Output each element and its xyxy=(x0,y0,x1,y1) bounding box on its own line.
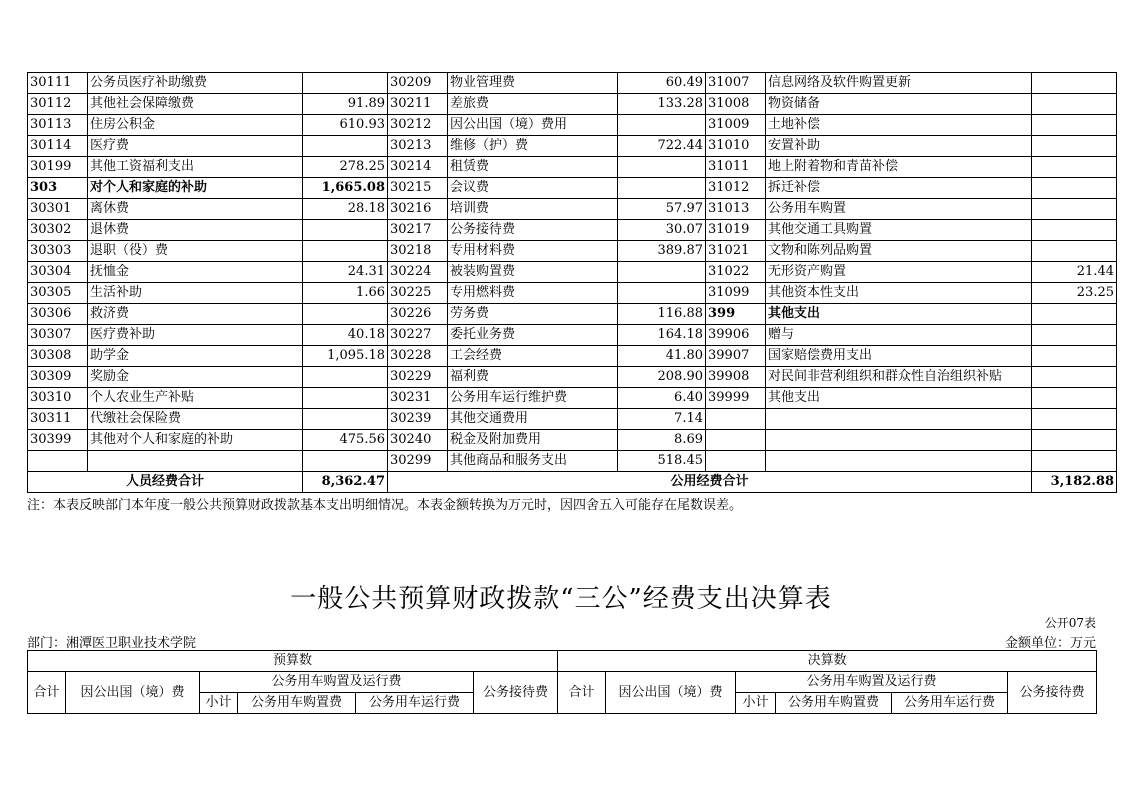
group2-code-cell: 30229 xyxy=(388,367,448,388)
personnel-total-value: 8,362.47 xyxy=(303,472,388,493)
group1-name-cell: 医疗费 xyxy=(88,136,303,157)
group1-name-cell: 退休费 xyxy=(88,220,303,241)
group3-name-cell: 地上附着物和青苗补偿 xyxy=(766,157,1032,178)
group3-amount-cell: 21.44 xyxy=(1032,262,1117,283)
final-subtotal-header: 小计 xyxy=(736,693,776,714)
table-footnote: 注：本表反映部门本年度一般公共预算财政拨款基本支出明细情况。本表金额转换为万元时，因四舍五入可能存在尾数误差。 xyxy=(27,498,743,513)
group2-name-cell: 培训费 xyxy=(448,199,618,220)
group3-name-cell: 土地补偿 xyxy=(766,115,1032,136)
group2-name-cell: 工会经费 xyxy=(448,346,618,367)
group2-code-cell: 30217 xyxy=(388,220,448,241)
table-row xyxy=(28,346,1117,367)
group2-amount-cell: 41.80 xyxy=(618,346,706,367)
group2-amount-cell xyxy=(618,178,706,199)
table-row xyxy=(28,367,1117,388)
group2-code-cell: 30214 xyxy=(388,157,448,178)
group3-code-cell: 39907 xyxy=(706,346,766,367)
group1-amount-cell xyxy=(303,136,388,157)
group1-name-cell: 奖励金 xyxy=(88,367,303,388)
group3-name-cell: 拆迁补偿 xyxy=(766,178,1032,199)
group3-code-cell: 39999 xyxy=(706,388,766,409)
group2-amount-cell xyxy=(618,283,706,304)
group2-code-cell: 30227 xyxy=(388,325,448,346)
budget-total-header: 合计 xyxy=(28,672,66,714)
group2-code-cell: 30231 xyxy=(388,388,448,409)
group1-amount-cell: 91.89 xyxy=(303,94,388,115)
group2-amount-cell: 8.69 xyxy=(618,430,706,451)
group3-name-cell: 赠与 xyxy=(766,325,1032,346)
group1-code-cell: 30311 xyxy=(28,409,88,430)
final-vehicle-operation-header: 公务用车运行费 xyxy=(892,693,1008,714)
group1-name-cell: 公务员医疗补助缴费 xyxy=(88,73,303,94)
group3-code-cell: 31008 xyxy=(706,94,766,115)
detail-table-body xyxy=(28,73,1117,472)
group3-amount-cell: 23.25 xyxy=(1032,283,1117,304)
table-row xyxy=(28,325,1117,346)
group1-amount-cell: 1,665.08 xyxy=(303,178,388,199)
public-total-value: 3,182.88 xyxy=(1032,472,1117,493)
final-vehicle-header: 公务用车购置及运行费 xyxy=(736,672,1008,693)
group2-code-cell: 30216 xyxy=(388,199,448,220)
group1-amount-cell xyxy=(303,220,388,241)
group2-code-cell: 30224 xyxy=(388,262,448,283)
group3-code-cell: 31021 xyxy=(706,241,766,262)
group2-code-cell: 30225 xyxy=(388,283,448,304)
budget-reception-header: 公务接待费 xyxy=(474,672,558,714)
group3-name-cell: 无形资产购置 xyxy=(766,262,1032,283)
group3-code-cell: 399 xyxy=(706,304,766,325)
group1-name-cell: 代缴社会保险费 xyxy=(88,409,303,430)
group2-amount-cell: 389.87 xyxy=(618,241,706,262)
group3-amount-cell xyxy=(1032,73,1117,94)
group3-name-cell: 对民间非营利组织和群众性自治组织补贴 xyxy=(766,367,1032,388)
group3-name-cell: 国家赔偿费用支出 xyxy=(766,346,1032,367)
group3-amount-cell xyxy=(1032,94,1117,115)
group1-code-cell: 30114 xyxy=(28,136,88,157)
table-row xyxy=(28,304,1117,325)
group3-code-cell: 31022 xyxy=(706,262,766,283)
group2-amount-cell: 722.44 xyxy=(618,136,706,157)
sangong-header-row-1 xyxy=(28,651,1097,672)
group3-amount-cell xyxy=(1032,178,1117,199)
table-row xyxy=(28,451,1117,472)
group3-code-cell xyxy=(706,451,766,472)
table-row xyxy=(28,220,1117,241)
sangong-header-row-2 xyxy=(28,672,1097,693)
group3-name-cell: 其他资本性支出 xyxy=(766,283,1032,304)
group2-amount-cell: 57.97 xyxy=(618,199,706,220)
group3-code-cell: 31013 xyxy=(706,199,766,220)
basic-expenditure-detail-table xyxy=(27,72,1117,493)
group3-amount-cell xyxy=(1032,409,1117,430)
group3-name-cell: 公务用车购置 xyxy=(766,199,1032,220)
group3-code-cell: 31011 xyxy=(706,157,766,178)
group3-amount-cell xyxy=(1032,325,1117,346)
group3-name-cell xyxy=(766,409,1032,430)
group3-code-cell: 31012 xyxy=(706,178,766,199)
group3-code-cell: 31099 xyxy=(706,283,766,304)
group3-amount-cell xyxy=(1032,199,1117,220)
group1-name-cell: 其他工资福利支出 xyxy=(88,157,303,178)
group2-amount-cell: 208.90 xyxy=(618,367,706,388)
group2-amount-cell: 164.18 xyxy=(618,325,706,346)
group2-code-cell: 30211 xyxy=(388,94,448,115)
group2-name-cell: 差旅费 xyxy=(448,94,618,115)
group3-code-cell: 31019 xyxy=(706,220,766,241)
group2-code-cell: 30299 xyxy=(388,451,448,472)
group3-name-cell: 安置补助 xyxy=(766,136,1032,157)
group1-amount-cell xyxy=(303,304,388,325)
group3-code-cell: 31010 xyxy=(706,136,766,157)
group3-name-cell: 信息网络及软件购置更新 xyxy=(766,73,1032,94)
group2-code-cell: 30213 xyxy=(388,136,448,157)
group2-name-cell: 物业管理费 xyxy=(448,73,618,94)
budget-abroad-header: 因公出国（境）费 xyxy=(66,672,200,714)
budget-vehicle-operation-header: 公务用车运行费 xyxy=(356,693,474,714)
group2-name-cell: 会议费 xyxy=(448,178,618,199)
group2-amount-cell xyxy=(618,262,706,283)
group2-name-cell: 公务用车运行维护费 xyxy=(448,388,618,409)
table-row xyxy=(28,94,1117,115)
final-header: 决算数 xyxy=(558,651,1097,672)
group1-amount-cell xyxy=(303,388,388,409)
group3-code-cell: 39908 xyxy=(706,367,766,388)
group1-name-cell: 医疗费补助 xyxy=(88,325,303,346)
group1-amount-cell: 40.18 xyxy=(303,325,388,346)
budget-subtotal-header: 小计 xyxy=(200,693,238,714)
group3-code-cell: 31009 xyxy=(706,115,766,136)
group1-amount-cell: 475.56 xyxy=(303,430,388,451)
group3-amount-cell xyxy=(1032,304,1117,325)
sangong-expenditure-table xyxy=(27,650,1097,714)
group2-amount-cell: 6.40 xyxy=(618,388,706,409)
table-row xyxy=(28,136,1117,157)
group3-amount-cell xyxy=(1032,115,1117,136)
table-row xyxy=(28,199,1117,220)
group2-code-cell: 30209 xyxy=(388,73,448,94)
group1-name-cell xyxy=(88,451,303,472)
group3-name-cell xyxy=(766,451,1032,472)
final-abroad-header: 因公出国（境）费 xyxy=(606,672,736,714)
group2-name-cell: 福利费 xyxy=(448,367,618,388)
group2-amount-cell: 133.28 xyxy=(618,94,706,115)
amount-unit-label: 金额单位：万元 xyxy=(1004,636,1096,651)
group1-code-cell: 30307 xyxy=(28,325,88,346)
group2-name-cell: 公务接待费 xyxy=(448,220,618,241)
group1-code-cell: 30303 xyxy=(28,241,88,262)
group3-amount-cell xyxy=(1032,367,1117,388)
group1-code-cell: 30399 xyxy=(28,430,88,451)
group2-amount-cell: 60.49 xyxy=(618,73,706,94)
group1-amount-cell: 1.66 xyxy=(303,283,388,304)
group2-name-cell: 专用材料费 xyxy=(448,241,618,262)
group2-amount-cell xyxy=(618,115,706,136)
group1-code-cell: 30113 xyxy=(28,115,88,136)
group3-name-cell: 物资储备 xyxy=(766,94,1032,115)
group3-name-cell: 文物和陈列品购置 xyxy=(766,241,1032,262)
group1-code-cell: 30304 xyxy=(28,262,88,283)
group1-amount-cell: 1,095.18 xyxy=(303,346,388,367)
group3-code-cell: 31007 xyxy=(706,73,766,94)
group1-name-cell: 其他对个人和家庭的补助 xyxy=(88,430,303,451)
group3-name-cell: 其他支出 xyxy=(766,304,1032,325)
group2-code-cell: 30215 xyxy=(388,178,448,199)
group2-name-cell: 被装购置费 xyxy=(448,262,618,283)
group1-code-cell xyxy=(28,451,88,472)
group2-name-cell: 专用燃料费 xyxy=(448,283,618,304)
table-row xyxy=(28,283,1117,304)
table-row xyxy=(28,388,1117,409)
group1-amount-cell xyxy=(303,409,388,430)
group1-code-cell: 30309 xyxy=(28,367,88,388)
group2-amount-cell xyxy=(618,157,706,178)
table-row xyxy=(28,409,1117,430)
public-total-label: 公用经费合计 xyxy=(388,472,1032,493)
budget-vehicle-purchase-header: 公务用车购置费 xyxy=(238,693,356,714)
table-row xyxy=(28,157,1117,178)
totals-row xyxy=(28,472,1117,493)
group2-name-cell: 其他交通费用 xyxy=(448,409,618,430)
group1-name-cell: 其他社会保障缴费 xyxy=(88,94,303,115)
group1-name-cell: 退职（役）费 xyxy=(88,241,303,262)
group2-amount-cell: 7.14 xyxy=(618,409,706,430)
group3-amount-cell xyxy=(1032,241,1117,262)
group1-code-cell: 30199 xyxy=(28,157,88,178)
table-row xyxy=(28,241,1117,262)
table-row xyxy=(28,262,1117,283)
group3-code-cell: 39906 xyxy=(706,325,766,346)
group1-amount-cell: 24.31 xyxy=(303,262,388,283)
group1-name-cell: 住房公积金 xyxy=(88,115,303,136)
group1-code-cell: 30308 xyxy=(28,346,88,367)
group1-name-cell: 离休费 xyxy=(88,199,303,220)
group2-amount-cell: 518.45 xyxy=(618,451,706,472)
group3-amount-cell xyxy=(1032,157,1117,178)
group3-amount-cell xyxy=(1032,388,1117,409)
group3-code-cell xyxy=(706,409,766,430)
group2-name-cell: 租赁费 xyxy=(448,157,618,178)
group3-name-cell: 其他交通工具购置 xyxy=(766,220,1032,241)
group3-amount-cell xyxy=(1032,430,1117,451)
group1-amount-cell: 278.25 xyxy=(303,157,388,178)
group2-code-cell: 30212 xyxy=(388,115,448,136)
group3-amount-cell xyxy=(1032,220,1117,241)
table-row xyxy=(28,430,1117,451)
group1-amount-cell: 28.18 xyxy=(303,199,388,220)
group1-amount-cell xyxy=(303,367,388,388)
group2-code-cell: 30239 xyxy=(388,409,448,430)
group2-name-cell: 维修（护）费 xyxy=(448,136,618,157)
group1-amount-cell: 610.93 xyxy=(303,115,388,136)
group3-name-cell xyxy=(766,430,1032,451)
group2-code-cell: 30226 xyxy=(388,304,448,325)
sangong-table-title: 一般公共预算财政拨款“三公”经费支出决算表 xyxy=(290,584,832,614)
final-reception-header: 公务接待费 xyxy=(1008,672,1097,714)
group1-code-cell: 30302 xyxy=(28,220,88,241)
group1-name-cell: 抚恤金 xyxy=(88,262,303,283)
group2-name-cell: 其他商品和服务支出 xyxy=(448,451,618,472)
group1-name-cell: 个人农业生产补贴 xyxy=(88,388,303,409)
group2-name-cell: 劳务费 xyxy=(448,304,618,325)
group3-name-cell: 其他支出 xyxy=(766,388,1032,409)
group2-name-cell: 因公出国（境）费用 xyxy=(448,115,618,136)
form-number: 公开07表 xyxy=(1044,616,1096,630)
department-label: 部门：湘潭医卫职业技术学院 xyxy=(27,636,197,651)
group1-name-cell: 对个人和家庭的补助 xyxy=(88,178,303,199)
group2-name-cell: 税金及附加费用 xyxy=(448,430,618,451)
group1-code-cell: 30301 xyxy=(28,199,88,220)
personnel-total-label: 人员经费合计 xyxy=(28,472,303,493)
table-row xyxy=(28,73,1117,94)
group1-name-cell: 生活补助 xyxy=(88,283,303,304)
table-row xyxy=(28,178,1117,199)
table-row xyxy=(28,115,1117,136)
group1-amount-cell xyxy=(303,241,388,262)
group2-name-cell: 委托业务费 xyxy=(448,325,618,346)
group1-code-cell: 30305 xyxy=(28,283,88,304)
group2-code-cell: 30240 xyxy=(388,430,448,451)
group1-name-cell: 助学金 xyxy=(88,346,303,367)
group2-code-cell: 30218 xyxy=(388,241,448,262)
final-total-header: 合计 xyxy=(558,672,606,714)
group1-code-cell: 30112 xyxy=(28,94,88,115)
final-vehicle-purchase-header: 公务用车购置费 xyxy=(776,693,892,714)
budget-header: 预算数 xyxy=(28,651,558,672)
budget-vehicle-header: 公务用车购置及运行费 xyxy=(200,672,474,693)
group1-amount-cell xyxy=(303,73,388,94)
group1-name-cell: 救济费 xyxy=(88,304,303,325)
group2-code-cell: 30228 xyxy=(388,346,448,367)
group3-code-cell xyxy=(706,430,766,451)
group1-code-cell: 303 xyxy=(28,178,88,199)
group3-amount-cell xyxy=(1032,136,1117,157)
group2-amount-cell: 30.07 xyxy=(618,220,706,241)
group2-amount-cell: 116.88 xyxy=(618,304,706,325)
group1-amount-cell xyxy=(303,451,388,472)
group3-amount-cell xyxy=(1032,451,1117,472)
group3-amount-cell xyxy=(1032,346,1117,367)
group1-code-cell: 30111 xyxy=(28,73,88,94)
group1-code-cell: 30306 xyxy=(28,304,88,325)
group1-code-cell: 30310 xyxy=(28,388,88,409)
